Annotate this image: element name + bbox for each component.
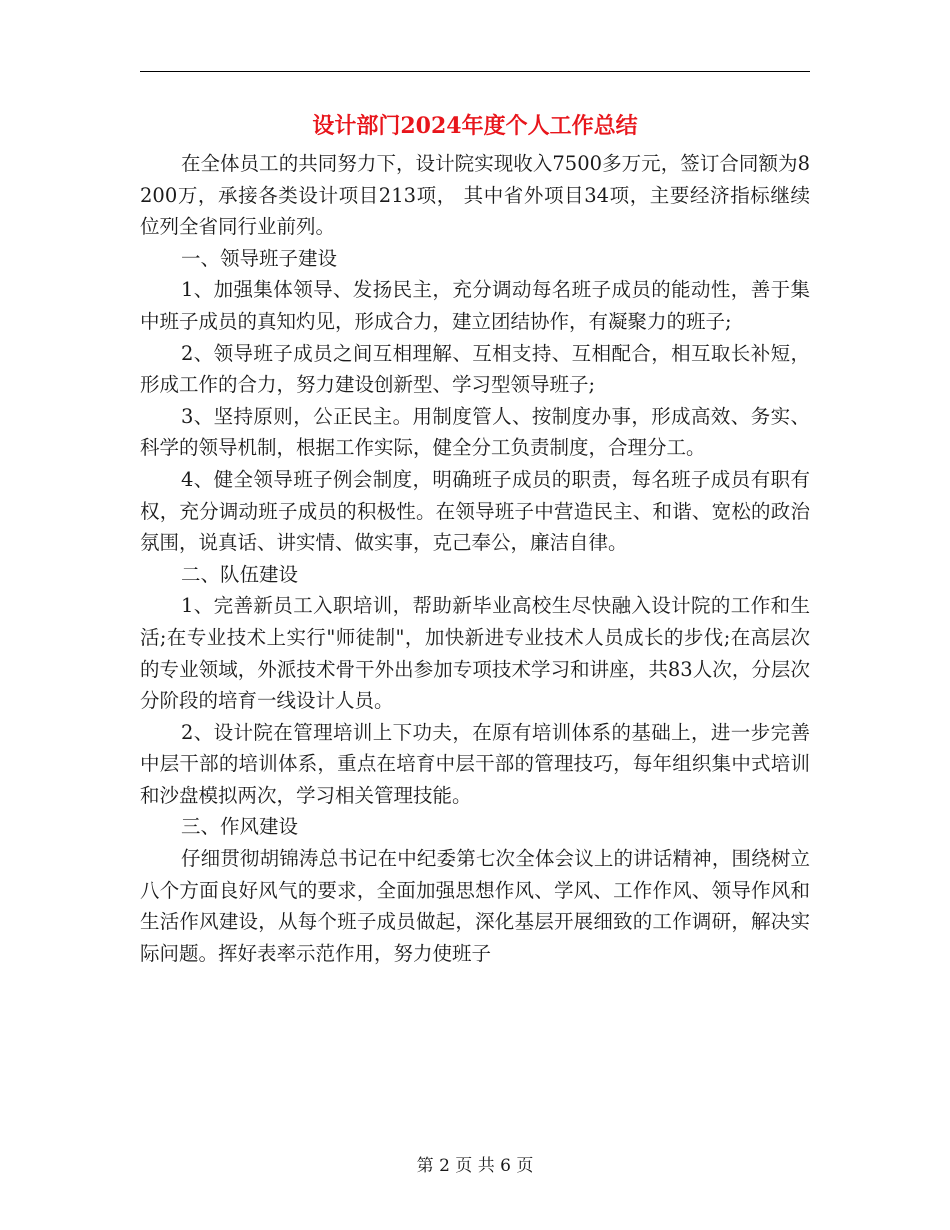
leadership-item-2: 2、领导班子成员之间互相理解、互相支持、互相配合，相互取长补短，形成工作的合力，努力建设创新型、学习型领导班子; (140, 341, 810, 397)
intro-paragraph: 在全体员工的共同努力下，设计院实现收入7500多万元，签订合同额为8200万，承接各类设计项目213项， 其中省外项目34项，主要经济指标继续位列全省同行业前列。 (140, 152, 810, 239)
section-heading-style: 三、作风建设 (180, 815, 298, 839)
document-title: 设计部门2024年度个人工作总结 (312, 113, 638, 139)
leadership-item-1: 1、加强集体领导、发扬民主，充分调动每名班子成员的能动性，善于集中班子成员的真知灼见，形成合力，建立团结协作，有凝聚力的班子; (140, 278, 810, 333)
document-body (140, 148, 810, 969)
team-item-2: 2、设计院在管理培训上下功夫，在原有培训体系的基础上，进一步完善中层干部的培训体系，重点在培育中层干部的管理技巧，每年组织集中式培训和沙盘模拟两次，学习相关管理技能。 (140, 720, 810, 807)
team-item-1: 1、完善新员工入职培训，帮助新毕业高校生尽快融入设计院的工作和生活;在专业技术上实行"师徒制"，加快新进专业技术人员成长的步伐;在高层次的专业领域，外派技术骨干外出参加专项技术学习和讲座，共83人次，分层次分阶段的培育一线设计人员。 (140, 594, 810, 713)
header-rule (140, 71, 810, 72)
leadership-item-4: 4、健全领导班子例会制度，明确班子成员的职责，每名班子成员有职有权，充分调动班子成员的积极性。在领导班子中营造民主、和谐、宽松的政治氛围，说真话、讲实情、做实事，克己奉公，廉洁自律。 (140, 467, 810, 555)
page-footer: 第 2 页 共 6 页 (416, 1156, 534, 1176)
style-paragraph: 仔细贯彻胡锦涛总书记在中纪委第七次全体会议上的讲话精神，围绕树立八个方面良好风气的要求，全面加强思想作风、学风、工作作风、领导作风和生活作风建设，从每个班子成员做起，深化基层开展细致的工作调研，解决实际问题。挥好表率示范作用，努力使班子 (140, 847, 810, 965)
section-heading-team: 二、队伍建设 (180, 562, 298, 586)
leadership-item-3: 3、坚持原则，公正民主。用制度管人、按制度办事，形成高效、务实、科学的领导机制，根据工作实际，健全分工负责制度，合理分工。 (140, 404, 810, 460)
section-heading-leadership: 一、领导班子建设 (180, 246, 337, 270)
